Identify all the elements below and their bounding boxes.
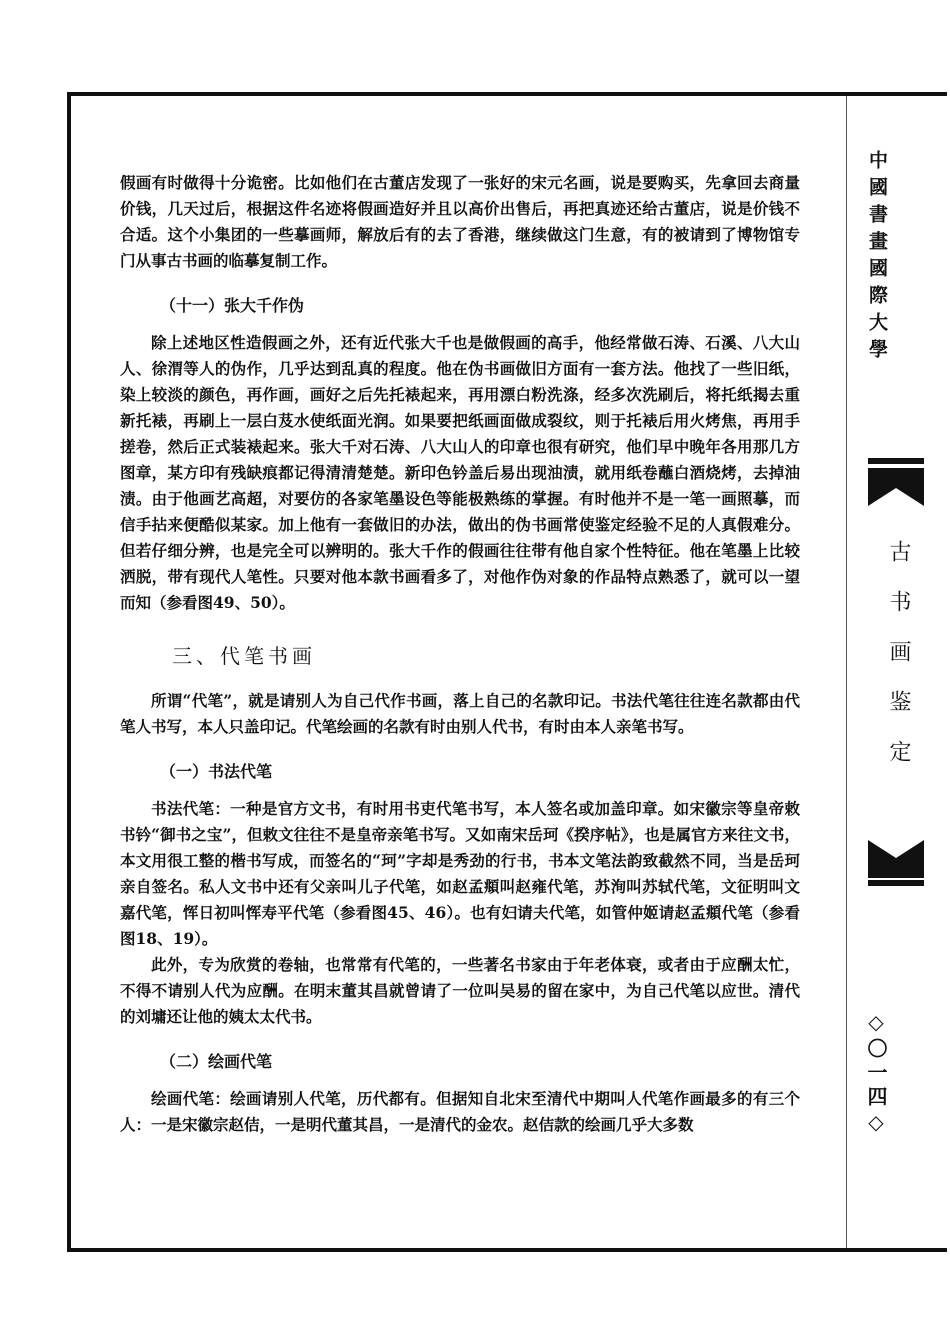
top-bar — [868, 458, 924, 464]
bottom-ornament — [866, 840, 926, 880]
page-number: ◇〇一四◇ — [864, 1010, 888, 1138]
subheading: （二）绘画代笔 — [160, 1052, 273, 1071]
top-ornament — [866, 468, 926, 508]
main-text — [120, 170, 800, 1138]
subheading: （十一）张大千作伪 — [160, 296, 305, 315]
paragraph: 假画有时做得十分诡密。比如他们在古董店发现了一张好的宋元名画，说是要购买，先拿回去商量价钱，几天过后，根据这件名迹将假画造好并且以高价出售后，再把真迹还给古董店，说是价钱不合适。这个小集团的一些摹画师，解放后有的去了香港，继续做这门生意，有的被请到了博物馆专门从事古书画的临摹复制工作。 — [120, 173, 800, 270]
book-title: 古书画鉴定 — [886, 540, 911, 790]
paragraph: 书法代笔：一种是官方文书，有时用书吏代笔书写，本人签名或加盖印章。如宋徽宗等皇帝敕书钤“御书之宝”，但敕文往往不是皇帝亲笔书写。又如南宋岳珂《揆序帖》，也是属官方来往文书，本文用很工整的楷书写成，而签名的“珂”字却是秀劲的行书，书本文笔法韵致截然不同，当是岳珂亲自签名。私人文书中还有父亲叫儿子代笔，如赵孟頫叫赵雍代笔，苏洵叫苏轼代笔，文征明叫文嘉代笔，恽日初叫恽寿平代笔（参看图45、46）。也有妇请夫代笔，如管仲姬请赵孟頫代笔（参看图18、19）。 — [120, 799, 800, 948]
bottom-bar — [868, 880, 924, 886]
paragraph: 此外，专为欣赏的卷轴，也常常有代笔的，一些著名书家由于年老体衰，或者由于应酬太忙，不得不请别人代为应酬。在明末董其昌就曾请了一位叫吴易的留在家中，为自己代笔以应世。清代的刘墉还让他的姨太太代书。 — [120, 955, 800, 1026]
series-title: 中國書畫國際大學 — [866, 150, 888, 366]
section-heading: 三、代笔书画 — [172, 644, 316, 668]
paragraph: 除上述地区性造假画之外，还有近代张大千也是做假画的高手，他经常做石涛、石溪、八大山人、徐渭等人的伪作，几乎达到乱真的程度。他在伪书画做旧方面有一套方法。他找了一些旧纸，染上较淡的颜色，再作画，画好之后先托裱起来，再用漂白粉洗涤，经多次洗刷后，将托纸揭去重新托裱，再刷上一层白芨水使纸面光润。如果要把纸画面做成裂纹，则于托裱后用火烤焦，再用手搓卷，然后正式装裱起来。张大千对石涛、八大山人的印章也很有研究，他们早中晚年各用那几方图章，某方印有残缺痕都记得清清楚楚。新印色钤盖后易出现油渍，就用纸卷蘸白酒烧烤，去掉油渍。由于他画艺高超，对要仿的各家笔墨设色等能极熟练的掌握。有时他并不是一笔一画照摹，而信手拈来便酷似某家。加上他有一套做旧的办法，做出的伪书画常使鉴定经验不足的人真假难分。但若仔细分辨，也是完全可以辨明的。张大千作的假画往往带有他自家个性特征。他在笔墨上比较洒脱，带有现代人笔性。只要对他本款书画看多了，对他作伪对象的作品特点熟悉了，就可以一望而知（参看图49、50）。 — [120, 333, 800, 612]
paragraph: 所谓“代笔”，就是请别人为自己代作书画，落上自己的名款印记。书法代笔往往连名款都由代笔人书写，本人只盖印记。代笔绘画的名款有时由别人代书，有时由本人亲笔书写。 — [120, 691, 800, 736]
subheading: （一）书法代笔 — [160, 762, 273, 781]
paragraph: 绘画代笔：绘画请别人代笔，历代都有。但据知自北宋至清代中期叫人代笔作画最多的有三个人：一是宋徽宗赵佶，一是明代董其昌，一是清代的金农。赵佶款的绘画几乎大多数 — [120, 1089, 800, 1134]
